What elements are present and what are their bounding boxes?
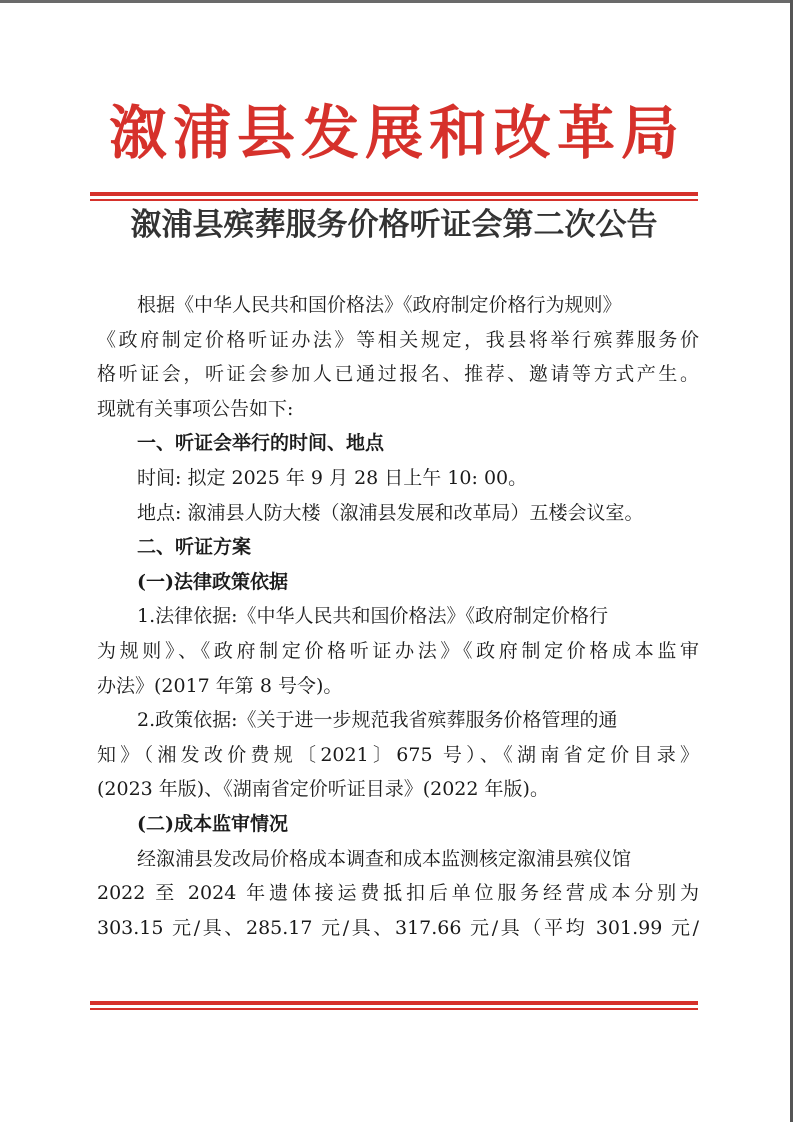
document-body — [97, 288, 699, 945]
policy-basis-line: (2023 年版)、《湖南省定价听证目录》(2022 年版)。 — [97, 778, 549, 801]
red-rule-bottom-thick — [90, 1001, 698, 1005]
section-heading-plan: 二、听证方案 — [137, 536, 252, 559]
notice-title: 溆浦县殡葬服务价格听证会第二次公告 — [130, 207, 658, 243]
intro-line: 根据《中华人民共和国价格法》《政府制定价格行为规则》 — [137, 294, 622, 316]
policy-basis-line: 知》（湘发改价费规〔2021〕675 号）、《湖南省定价目录》 — [97, 743, 699, 766]
policy-basis-line: 2.政策依据:《关于进一步规范我省殡葬服务价格管理的通 — [137, 709, 618, 732]
intro-line: 格听证会，听证会参加人已通过报名、推荐、邀请等方式产生。 — [97, 363, 699, 386]
subsection-heading-legal: (一)法律政策依据 — [137, 570, 288, 593]
section-heading-time-place: 一、听证会举行的时间、地点 — [137, 432, 385, 455]
intro-line: 《政府制定价格听证办法》等相关规定，我县将举行殡葬服务价 — [97, 328, 699, 351]
legal-basis-line: 为规则》、《政府制定价格听证办法》《政府制定价格成本监审 — [97, 639, 699, 662]
org-letterhead-title: 溆浦县发展和改革局 — [108, 99, 685, 167]
cost-review-line: 2022 至 2024 年遗体接运费抵扣后单位服务经营成本分别为 — [97, 882, 699, 905]
cost-review-line: 303.15 元/具、285.17 元/具、317.66 元/具（平均 301.99 元/ — [97, 916, 699, 939]
legal-basis-line: 办法》(2017 年第 8 号令)。 — [97, 674, 343, 697]
intro-line: 现就有关事项公告如下: — [97, 397, 294, 420]
subsection-heading-cost: (二)成本监审情况 — [137, 812, 288, 835]
scan-edge-top — [0, 0, 793, 3]
cost-review-line: 经溆浦县发改局价格成本调查和成本监测核定溆浦县殡仪馆 — [137, 847, 632, 870]
legal-basis-line: 1.法律依据:《中华人民共和国价格法》《政府制定价格行 — [137, 605, 609, 628]
hearing-place: 地点: 溆浦县人防大楼（溆浦县发展和改革局）五楼会议室。 — [137, 501, 644, 524]
red-rule-bottom-thin — [90, 1008, 698, 1010]
red-rule-top-thick — [90, 192, 698, 196]
hearing-time: 时间: 拟定 2025 年 9 月 28 日上午 10: 00。 — [137, 466, 528, 489]
